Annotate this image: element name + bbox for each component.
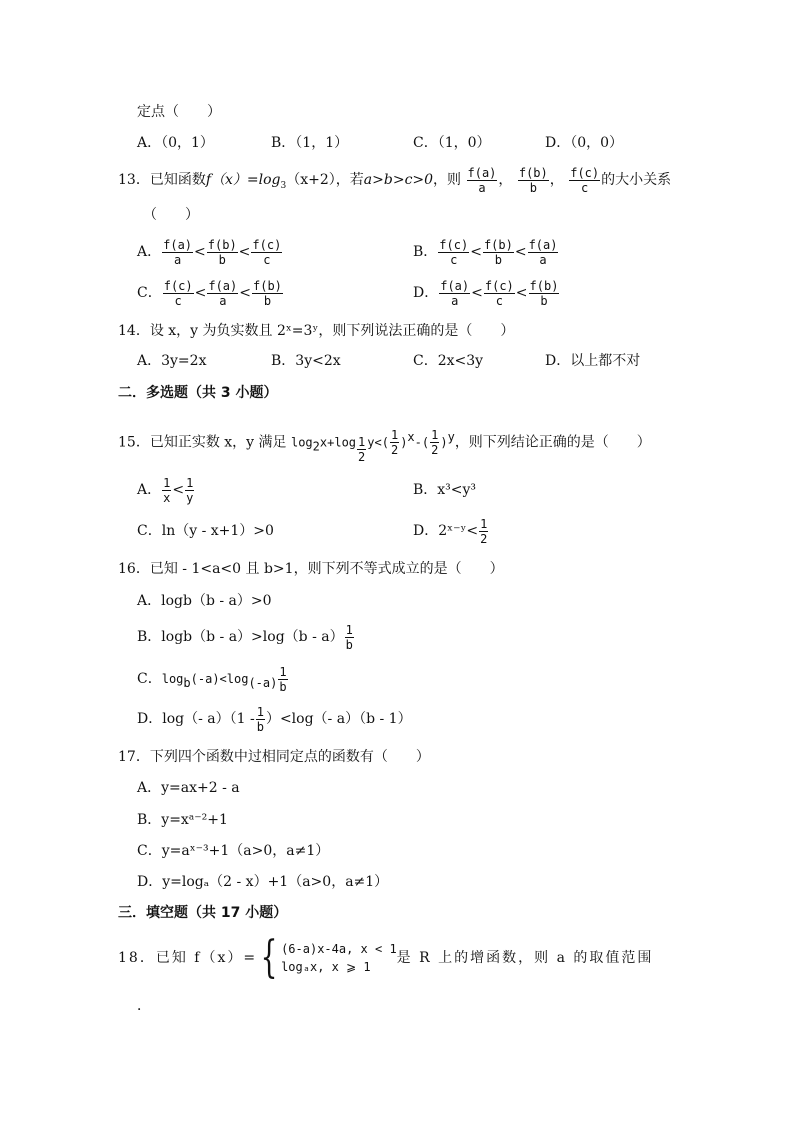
q17-option-d: D．y=logₐ（2 - x）+1（a>0，a≠1） (137, 874, 389, 890)
q17-option-c: C．y=aˣ⁻³+1（a>0，a≠1） (137, 843, 330, 859)
q18-stem: 18．已知 f（x）={ (6-a)x-4a, x < 1 logₐx, x ⩾ 1 是 R 上的增函数，则 a 的取值范围 (118, 932, 654, 983)
section-heading-multiple-choice: 二．多选题（共 3 小题） (118, 385, 278, 401)
q14-option-b: B．3y<2x (271, 353, 341, 369)
q18-tail: ． (137, 998, 151, 1014)
brace-icon: { (260, 932, 278, 983)
fraction-fa-a: $\frac{f(a)}{a}$ (467, 165, 497, 195)
section-heading-fill-in: 三．填空题（共 17 小题） (118, 905, 288, 921)
q17-option-a: A．y=ax+2 - a (137, 780, 240, 796)
piecewise-cases: (6-a)x-4a, x < 1 logₐx, x ⩾ 1 (281, 942, 397, 974)
q14-option-c: C．2x<3y (413, 353, 484, 369)
q15-option-c: C．ln（y - x+1）>0 (137, 523, 274, 539)
q13-option-a: A． $\frac{f(a)}{a}$ < $\frac{f(b)}{b}$ < $\frac{f(c)}{c}$ (137, 237, 282, 267)
q12-option-c: C．（1，0） (413, 135, 491, 151)
q16-stem: 16．已知 - 1<a<0 且 b>1，则下列不等式成立的是（ ） (118, 561, 504, 577)
q13-option-c: C． $\frac{f(c)}{c}$ < $\frac{f(a)}{a}$ < $\frac{f(b)}{b}$ (137, 278, 282, 308)
q15-option-a: A． $\frac{1}{x}$ < $\frac{1}{y}$ (137, 475, 194, 505)
q15-stem: 15．已知正实数 x，y 满足 $\log_2x+\log$ $\frac{1}{2}$ y<( $\frac{1}{2}$ )$^x$-( $\frac{1}{2}$ )$^y$，则下列结论正确的是（ ） (118, 428, 651, 464)
q12-stem-tail: 定点（ ） (137, 104, 221, 120)
q16-option-d: D．log（- a）（1 - $\frac{1}{b}$ ）<log（- a）（b - 1） (137, 704, 412, 734)
q14-option-a: A．3y=2x (137, 353, 207, 369)
q13-option-d: D． $\frac{f(a)}{a}$ < $\frac{f(c)}{c}$ < $\frac{f(b)}{b}$ (413, 278, 559, 308)
q15-option-d: D．2ˣ⁻ʸ< $\frac{1}{2}$ (413, 516, 488, 546)
q16-option-a: A．logb（b - a）>0 (137, 593, 272, 609)
q13-option-b: B． $\frac{f(c)}{c}$ < $\frac{f(b)}{b}$ < $\frac{f(a)}{a}$ (413, 237, 558, 267)
q12-option-b: B．（1，1） (271, 135, 349, 151)
q13-stem: 13．已知函数$f(x)=\log_3(x+2)$，若a>b>c>0，则 $\frac{f(a)}{a}$ ， $\frac{f(b)}{b}$ ， $\frac{f(c)}{c}$ 的大小关系 (118, 165, 672, 195)
q16-option-b: B．logb（b - a）>log（b - a） $\frac{1}{b}$ (137, 622, 353, 652)
q17-option-b: B．y=xᵃ⁻²+1 (137, 812, 228, 828)
fraction-fc-c: $\frac{f(c)}{c}$ (570, 165, 600, 195)
q14-option-d: D．以上都不对 (545, 353, 641, 369)
q17-stem: 17．下列四个函数中过相同定点的函数有（ ） (118, 749, 430, 765)
fraction-fb-b: $\frac{f(b)}{b}$ (518, 165, 548, 195)
q15-option-b: B．x³<y³ (413, 482, 477, 498)
q12-option-d: D．（0，0） (545, 135, 624, 151)
q16-option-c: C．$\log_b(-a)<\log_{(-a)}$ $\frac{1}{b}$ (137, 664, 287, 694)
q13-paren: （ ） (143, 207, 199, 223)
q14-stem: 14．设 x，y 为负实数且 2ˣ=3ʸ，则下列说法正确的是（ ） (118, 323, 515, 339)
q12-option-a: A．（0，1） (137, 135, 214, 151)
